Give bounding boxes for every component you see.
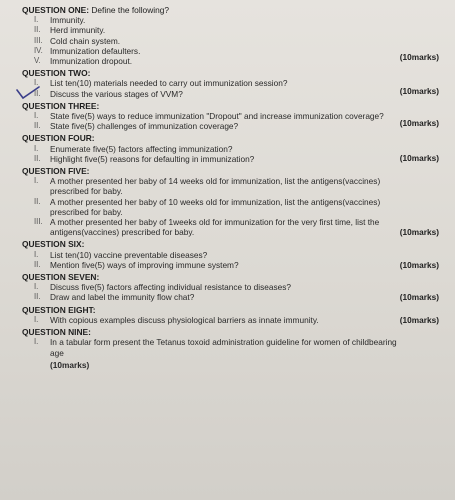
question-item: I. Discuss five(5) factors affecting individual resistance to diseases? <box>34 282 292 293</box>
marks-label: (10marks) <box>399 227 439 238</box>
question-item: II. Discuss the various stages of VVM? (10marks) <box>34 85 439 99</box>
question-title: QUESTION THREE: <box>22 100 100 111</box>
question-item: IV. Immunization defaulters. (10marks) <box>34 45 439 62</box>
question-item: I. State five(5) ways to reduce immunization "Dropout" and increase immunization coverage? <box>34 111 384 122</box>
question-item: I. Enumerate five(5) factors affecting immunization? <box>34 143 233 154</box>
question-item: II. A mother presented her baby of 10 weeks old for immunization, list the antigens(vaccines) prescribed for baby. <box>34 196 381 217</box>
question-item: II. Mention five(5) ways of improving immune system? (10marks) <box>34 259 439 270</box>
marks-label: (10marks) <box>399 314 439 325</box>
question-three <box>22 101 447 132</box>
question-four <box>22 133 447 164</box>
question-one <box>22 5 447 66</box>
question-nine <box>22 327 447 370</box>
question-title: QUESTION EIGHT: <box>22 304 96 315</box>
question-item: V. Immunization dropout. <box>34 56 133 67</box>
question-item: II. Herd immunity. <box>34 25 106 36</box>
marks-label: (10marks) <box>399 85 439 96</box>
question-eight <box>22 305 447 325</box>
marks-label: (10marks) <box>399 118 439 129</box>
question-seven <box>22 272 447 303</box>
question-title: QUESTION NINE: <box>22 327 91 338</box>
marks-label: (10marks) <box>399 292 439 303</box>
question-item: I. List ten(10) materials needed to carry out immunization session? <box>34 78 288 89</box>
question-item: III. Cold chain system. <box>34 35 121 46</box>
question-title: QUESTION FOUR: <box>22 133 95 144</box>
question-two <box>22 68 447 99</box>
question-item: I. List ten(10) vaccine preventable diseases? <box>34 249 208 260</box>
question-item: I. A mother presented her baby of 14 weeks old for immunization, list the antigens(vaccines) prescribed for baby. <box>34 176 381 197</box>
question-item: I. With copious examples discuss physiological barriers as innate immunity. (10marks) <box>34 314 439 325</box>
question-five <box>22 166 447 237</box>
question-item: II. State five(5) challenges of immunization coverage? (10marks) <box>34 118 439 132</box>
marks-label: (10marks) <box>399 152 439 163</box>
question-item: I. In a tabular form present the Tetanus toxoid administration guideline for women of childbearing age <box>34 337 397 358</box>
question-item: III. A mother presented her baby of 1weeks old for immunization for the very first time, list the antigens(vaccines) prescribed for baby. (10marks) <box>34 217 439 238</box>
marks-label: (10marks) <box>399 259 439 270</box>
question-title: QUESTION ONE: Define the following? <box>22 5 170 15</box>
marks-label: (10marks) <box>50 359 90 370</box>
question-title: QUESTION TWO: <box>22 68 91 79</box>
question-item: I. Immunity. <box>34 15 86 26</box>
marks-label: (10marks) <box>399 51 439 62</box>
question-item: II. Highlight five(5) reasons for defaulting in immunization? (10marks) <box>34 152 439 164</box>
question-six <box>22 239 447 270</box>
question-title: QUESTION SEVEN: <box>22 272 100 283</box>
question-title: QUESTION FIVE: <box>22 166 90 177</box>
question-item: II. Draw and label the immunity flow chat? (10marks) <box>34 292 439 303</box>
question-title: QUESTION SIX: <box>22 239 85 250</box>
